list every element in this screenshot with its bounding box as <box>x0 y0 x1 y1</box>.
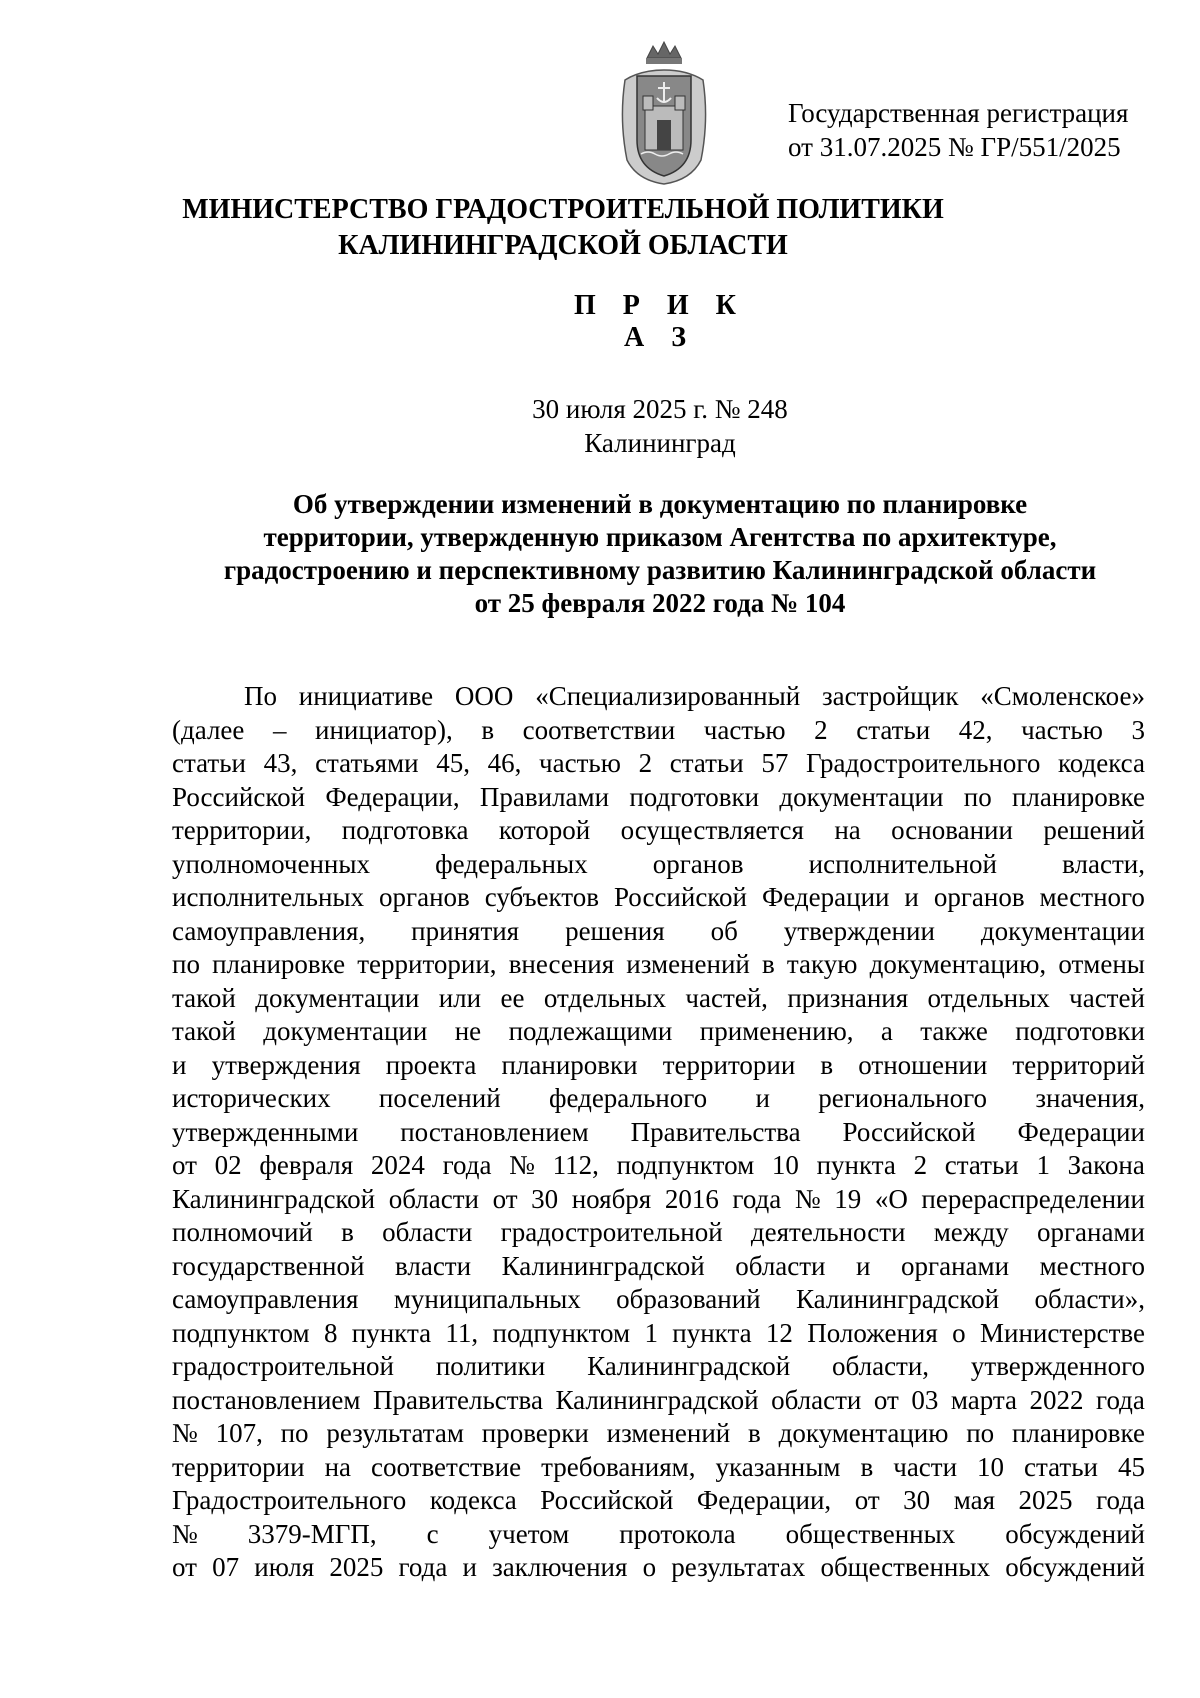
body-line: статьи 43, статьями 45, 46, частью 2 статьи 57 Градостроительного кодекса <box>172 748 1145 778</box>
body-line: Российской Федерации, Правилами подготовки документации по планировке <box>172 781 1145 812</box>
body-line: Градостроительного кодекса Российской Федерации, от 30 мая 2025 года <box>172 1485 1145 1515</box>
body-line: № 107, по результатам проверки изменений в документацию по планировке <box>172 1418 1145 1448</box>
body-line: от 02 февраля 2024 года № 112, подпунктом 10 пункта 2 статьи 1 Закона <box>172 1150 1145 1180</box>
body-line: и утверждения проекта планировки территории в отношении территорий <box>172 1049 1145 1080</box>
body-line: территории, подготовка которой осуществляется на основании решений <box>172 815 1145 845</box>
document-type: П Р И К А З <box>574 290 746 353</box>
order-subject <box>170 488 1150 620</box>
body-line: от 07 июля 2025 года и заключения о результатах общественных обсуждений <box>172 1552 1145 1582</box>
body-line: исторических поселений федерального и регионального значения, <box>172 1083 1145 1113</box>
organization-name <box>0 192 1200 264</box>
body-line: такой документации или ее отдельных частей, признания отдельных частей <box>172 982 1145 1013</box>
body-line: такой документации не подлежащими применению, а также подготовки <box>172 1016 1145 1046</box>
body-line: по планировке территории, внесения изменений в такую документацию, отмены <box>172 949 1145 979</box>
subject-line-2: территории, утвержденную приказом Агентства по архитектуре, <box>263 522 1057 552</box>
subject-line-4: от 25 февраля 2022 года № 104 <box>474 588 846 618</box>
order-date-number: 30 июля 2025 г. № 248 <box>532 394 788 424</box>
registration-label: Государственная регистрация <box>788 98 1129 128</box>
body-line: утвержденными постановлением Правительства Российской Федерации <box>172 1116 1145 1147</box>
body-line: По инициативе ООО «Специализированный застройщик «Смоленское» <box>244 681 1145 711</box>
body-line: уполномоченных федеральных органов исполнительной власти, <box>172 848 1145 879</box>
body-line: полномочий в области градостроительной деятельности между органами <box>172 1217 1145 1247</box>
body-line: государственной власти Калининградской области и органами местного <box>172 1250 1145 1281</box>
body-line: территории на соответствие требованиям, указанным в части 10 статьи 45 <box>172 1451 1145 1482</box>
date-block <box>460 392 860 460</box>
order-body <box>172 680 1145 1585</box>
registration-number: от 31.07.2025 № ГР/551/2025 <box>788 132 1121 162</box>
body-line: самоуправления муниципальных образований Калининградской области», <box>172 1284 1145 1314</box>
order-city: Калининград <box>584 428 736 458</box>
state-registration <box>788 96 1168 164</box>
body-line: подпунктом 8 пункта 11, подпунктом 1 пункта 12 Положения о Министерстве <box>172 1317 1145 1348</box>
body-line: градостроительной политики Калининградской области, утвержденного <box>172 1351 1145 1381</box>
body-line: Калининградской области от 30 ноября 2016 года № 19 «О перераспределении <box>172 1183 1145 1214</box>
body-line: № 3379-МГП, с учетом протокола общественных обсуждений <box>172 1518 1145 1549</box>
organization-line-1: МИНИСТЕРСТВО ГРАДОСТРОИТЕЛЬНОЙ ПОЛИТИКИ <box>182 194 944 225</box>
organization-line-2: КАЛИНИНГРАДСКОЙ ОБЛАСТИ <box>338 230 788 261</box>
body-line: самоуправления, принятия решения об утверждении документации <box>172 915 1145 946</box>
subject-line-3: градостроению и перспективному развитию Калининградской области <box>223 555 1097 585</box>
subject-line-1: Об утверждении изменений в документацию по планировке <box>292 489 1028 519</box>
body-line: исполнительных органов субъектов Российской Федерации и органов местного <box>172 882 1145 912</box>
body-line: постановлением Правительства Калининградской области от 03 марта 2022 года <box>172 1384 1145 1415</box>
coat-of-arms-icon <box>617 40 711 186</box>
body-line: (далее – инициатор), в соответствии частью 2 статьи 42, частью 3 <box>172 714 1145 745</box>
